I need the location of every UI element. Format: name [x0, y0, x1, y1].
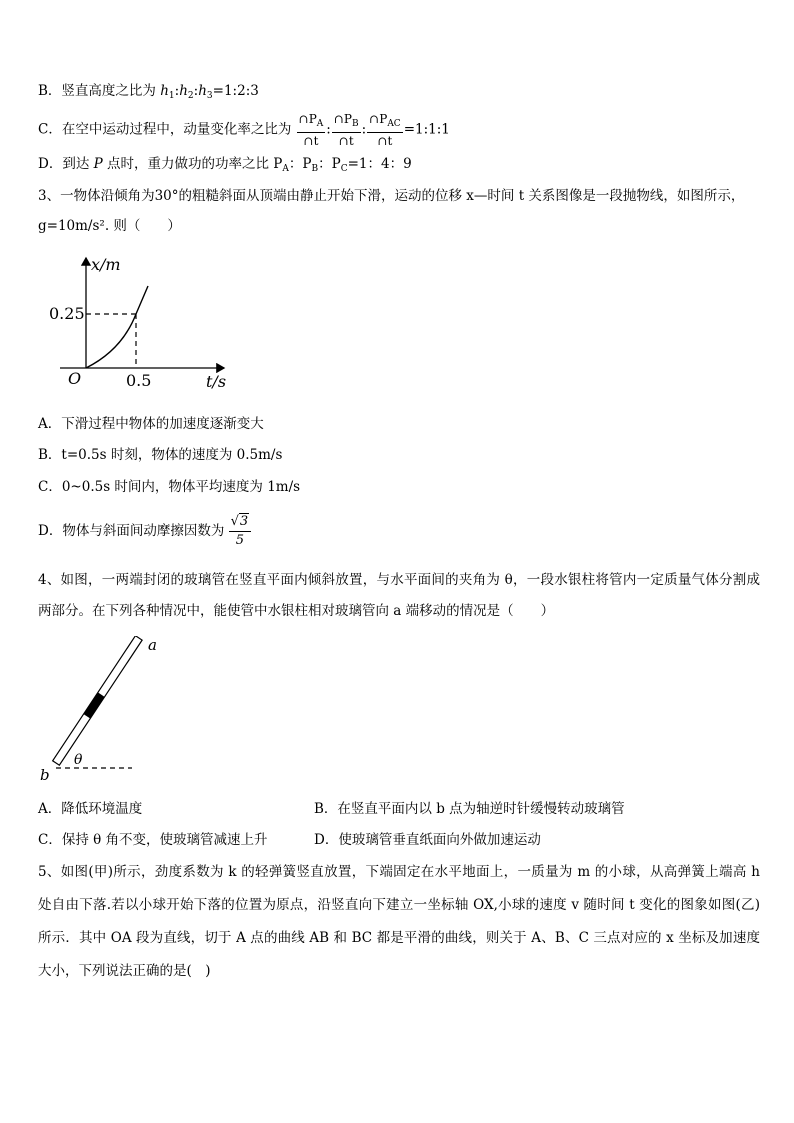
q4-stem: 4、如图，一两端封闭的玻璃管在竖直平面内倾斜放置，与水平面间的夹角为 θ，一段水银柱将管内一定质量气体分割成两部分。在下列各种情况中，能使管中水银柱相对玻璃管向 a 端移动的情况是（ ） — [38, 572, 760, 619]
y-axis-label: x/m — [91, 255, 121, 274]
angle-theta-label: θ — [74, 752, 83, 768]
label-a: a — [148, 636, 157, 654]
fraction-pac: $\frac{\cap P_{AC}}{\cap t}$ — [369, 112, 401, 148]
q3-stem-line2: g=10m/s². 则（ ） — [38, 218, 181, 234]
q4-option-a: A．降低环境温度 — [38, 801, 143, 817]
q3-xt-graph — [40, 252, 240, 392]
q5-stem: 5、如图(甲)所示，劲度系数为 k 的轻弹簧竖直放置，下端固定在水平地面上，一质量为 m 的小球，从高弹簧上端高 h 处自由下落.若以小球开始下落的位置为原点，沿竖直向下建立一坐标轴 OX,小球的速度 v 随时间 t 变化的图象如图(乙)所示．其中 OA 段为直线，切于 A 点的曲线 AB 和 BC 都是平滑的曲线，则关于 A、B、C 三点对应的 x 坐标及加速度大小，下列说法正确的是( ) — [38, 864, 760, 979]
q2-option-d: D．到达 P 点时，重力做功的功率之比 $P_A$：$P_B$：$P_C=1$：4：9 — [38, 156, 412, 174]
q2-option-b: B．竖直高度之比为 $h_1:h_2:h_3=1:2:3$ — [38, 83, 259, 101]
q3-option-c: C．0~0.5s 时间内，物体平均速度为 1m/s — [38, 479, 301, 495]
q3-stem-line1: 3、一物体沿倾角为30°的粗糙斜面从顶端由静止开始下滑，运动的位移 x—时间 t 关系图像是一段抛物线，如图所示， — [38, 188, 745, 204]
x-axis-label: t/s — [206, 372, 227, 391]
label-b: b — [40, 766, 50, 784]
origin-label: O — [68, 369, 82, 388]
parabola-curve — [86, 314, 136, 368]
x-tick-label: 0.5 — [126, 371, 152, 390]
fraction-pb: $\frac{\cap P_B}{\cap t}$ — [333, 112, 359, 148]
y-tick-label: 0.25 — [49, 304, 85, 323]
sqrt3-over-5: $\frac{√3}{5}$ — [229, 513, 252, 550]
q3-option-d: D．物体与斜面间动摩擦因数为 $\frac{√3}{5}$ — [38, 511, 251, 551]
curve-extension — [136, 286, 148, 314]
q4-option-b: B．在竖直平面内以 b 点为轴逆时针缓慢转动玻璃管 — [314, 801, 625, 817]
q4-tube-figure — [36, 636, 176, 784]
q3-option-a: A．下滑过程中物体的加速度逐渐变大 — [38, 416, 264, 432]
q4-option-c: C．保持 θ 角不变，使玻璃管减速上升 — [38, 832, 268, 848]
q2-option-c: C．在空中运动过程中，动量变化率之比为 $\frac{\cap P_A}{\cap t}$ : $\frac{\cap P_B}{\cap t}$ : $\frac{\cap P_{AC}}{\cap t}$ =1:1:1 — [38, 112, 450, 148]
q3-option-b: B．t=0.5s 时刻，物体的速度为 0.5m/s — [38, 447, 283, 463]
mercury-column — [84, 692, 105, 718]
fraction-pa: $\frac{\cap P_A}{\cap t}$ — [298, 112, 324, 148]
q4-option-d: D．使玻璃管垂直纸面向外做加速运动 — [314, 832, 541, 848]
